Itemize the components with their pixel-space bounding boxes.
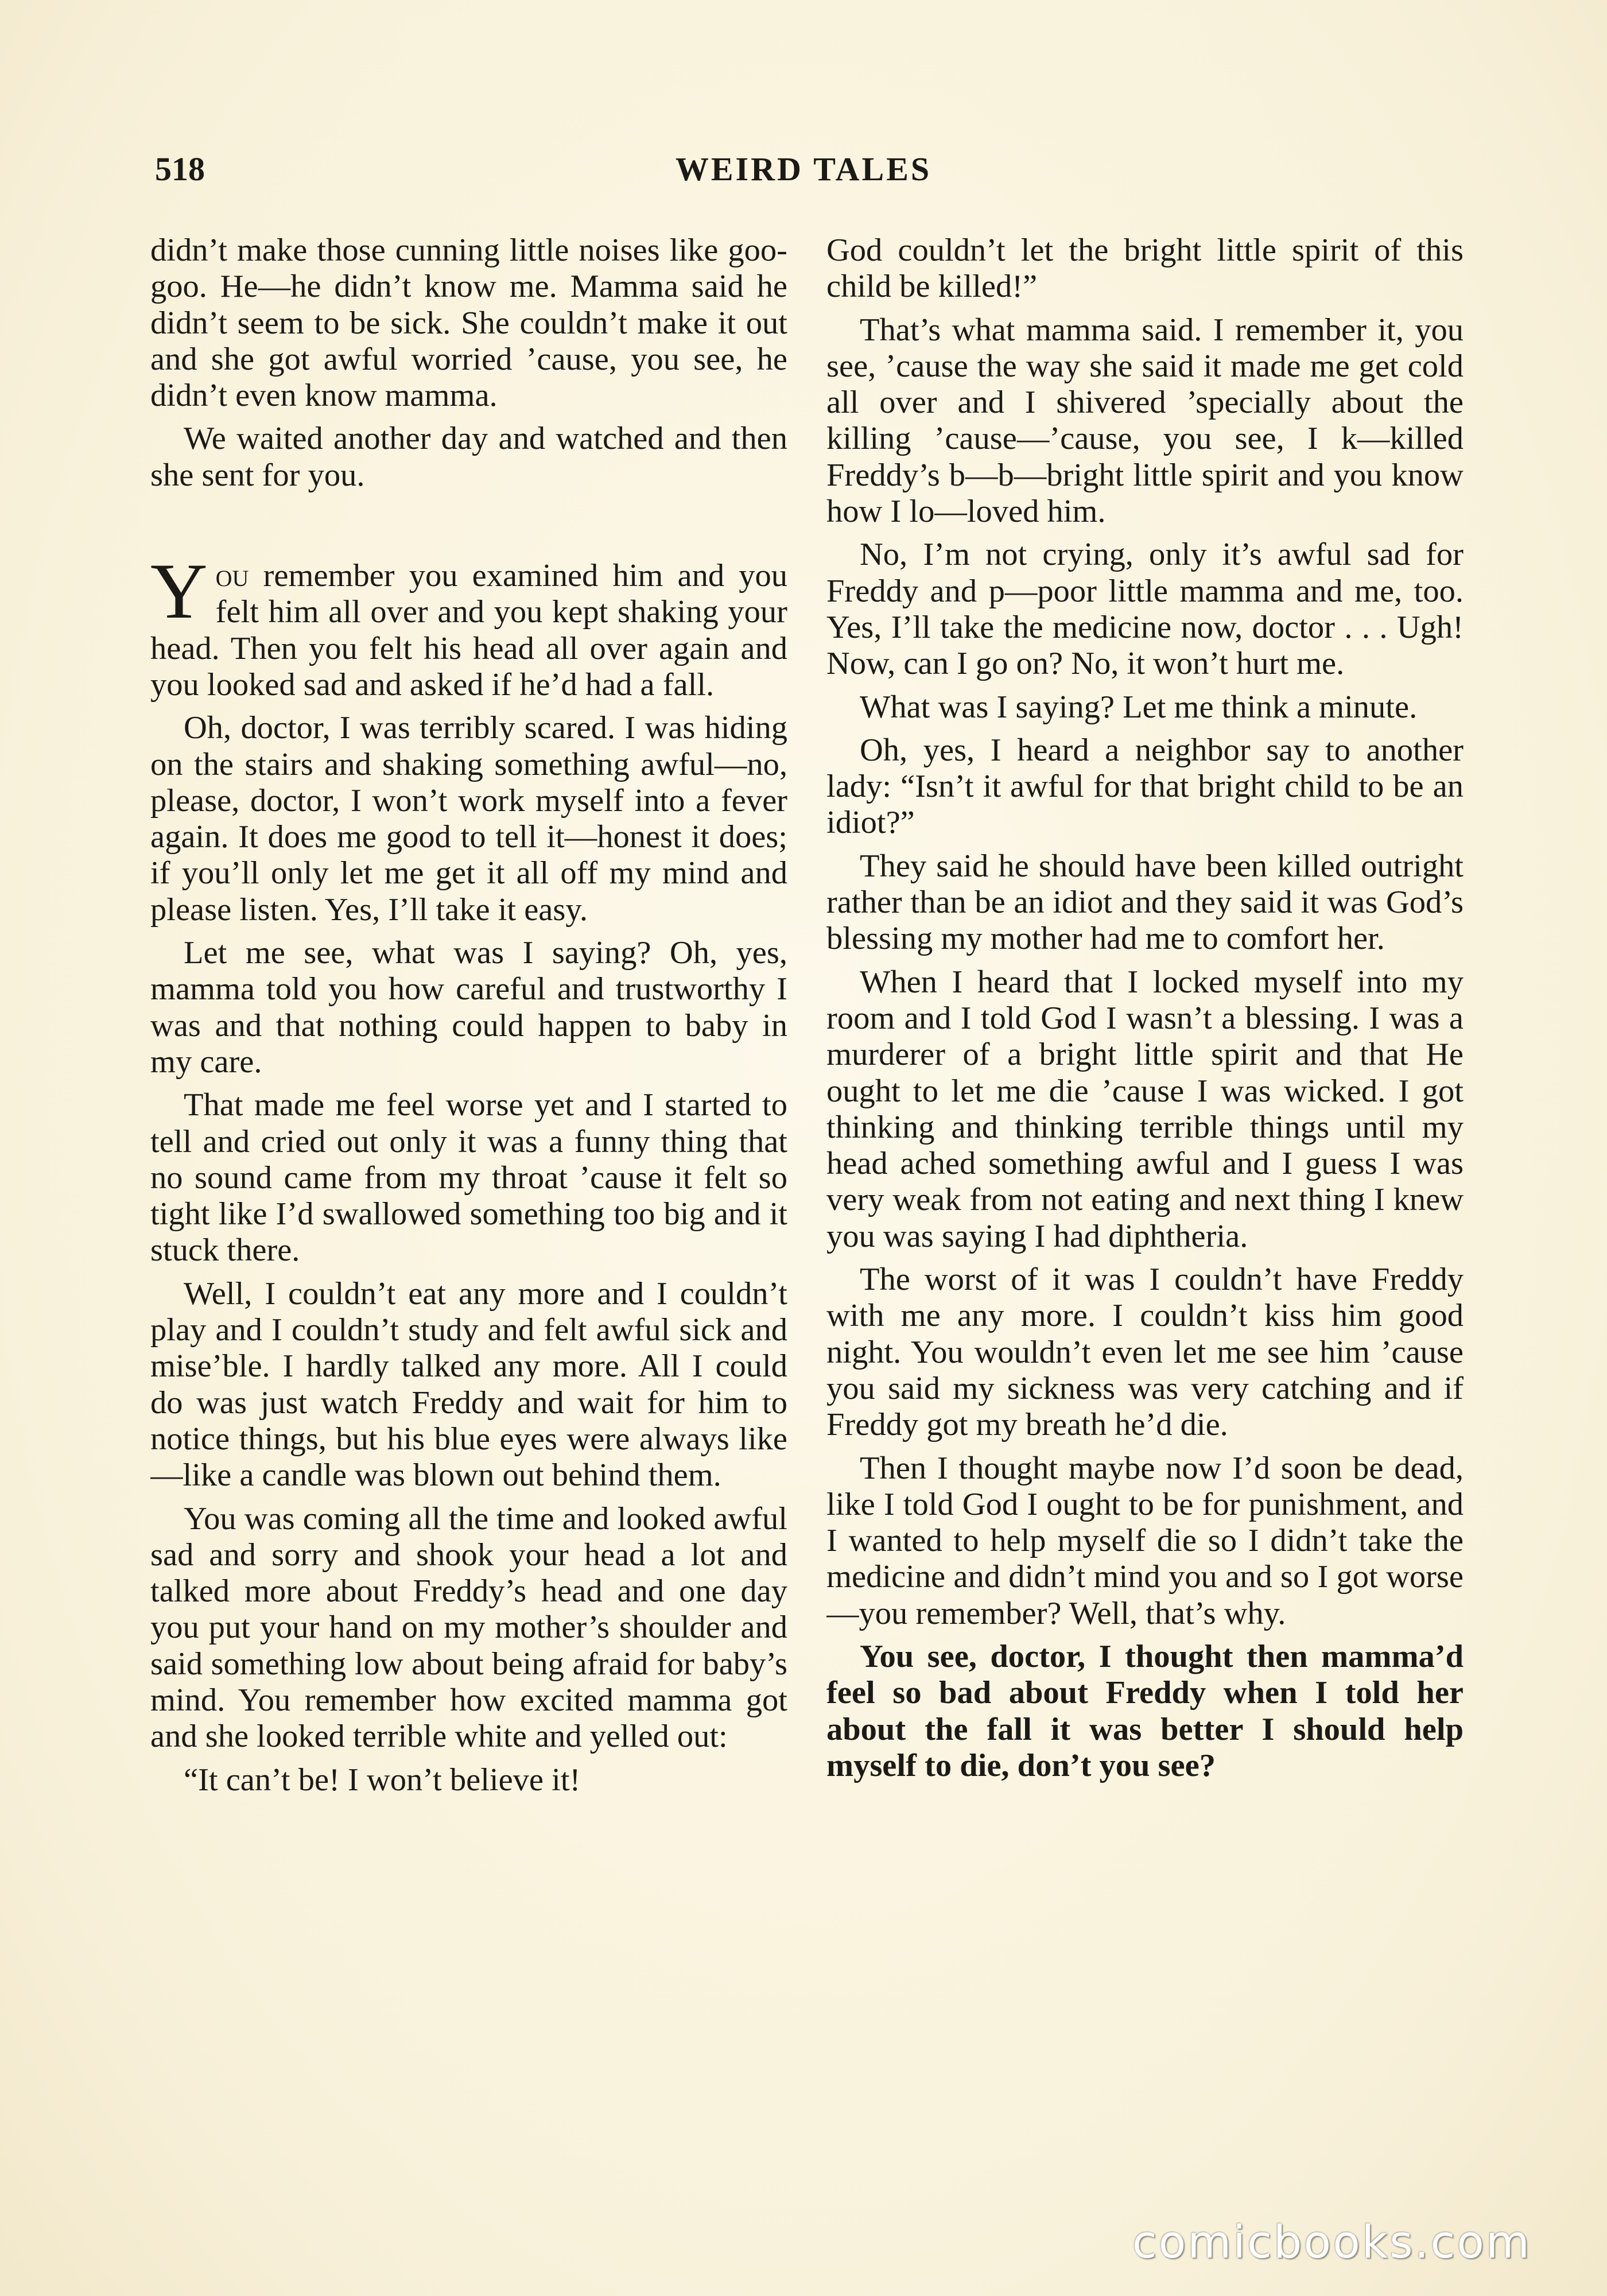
paragraph: Let me see, what was I saying? Oh, yes, mamma told you how careful and trustworthy I was and that nothing could happen to baby in my care.	[150, 935, 787, 1080]
paragraph: Oh, yes, I heard a neighbor say to another lady: “Isn’t it awful for that bright child to be an idiot?”	[826, 732, 1464, 841]
right-column	[826, 232, 1464, 2178]
page-number: 518	[155, 150, 205, 188]
paragraph: We waited another day and watched and then she sent for you.	[150, 421, 787, 493]
paragraph-text: remember you examined him and you felt him all over and you kept shaking your head. Then you felt his head all over again and you looked sad and asked if he’d had a fall.	[150, 558, 787, 703]
paragraph: Oh, doctor, I was terribly scared. I was hiding on the stairs and shaking something awful—no, please, doctor, I won’t work myself into a fever again. It does me good to tell it—honest it does; if you’ll only let me get it all off my mind and please listen. Yes, I’ll take it easy.	[150, 710, 787, 928]
paragraph: Well, I couldn’t eat any more and I couldn’t play and I couldn’t study and felt awful sick and mise’ble. I hardly talked any more. All I could do was just watch Freddy and wait for him to notice things, but his blue eyes were always like—like a candle was blown out behind them.	[150, 1275, 787, 1494]
drop-cap: Y	[150, 547, 208, 635]
section-opening-paragraph	[150, 547, 787, 703]
running-title: WEIRD TALES	[675, 150, 932, 188]
small-caps-lead: ou	[215, 558, 249, 594]
paragraph: What was I saying? Let me think a minute.	[860, 689, 1418, 725]
watermark: comicbooks.com	[1132, 2217, 1531, 2268]
paragraph: You was coming all the time and looked awful sad and sorry and shook your head a lot and talked more about Freddy’s head and one day you put your hand on my mother’s shoulder and said something low about being afraid for baby’s mind. You remember how excited mamma got and she looked terrible white and yelled out:	[150, 1500, 787, 1755]
paragraph: They said he should have been killed outright rather than be an idiot and they said it was God’s blessing my mother had me to comfort her.	[826, 848, 1464, 957]
paragraph: That made me feel worse yet and I started to tell and cried out only it was a funny thing that no sound came from my throat ’cause it felt so tight like I’d swallowed something too big and it stuck there.	[150, 1087, 787, 1269]
paragraph: The worst of it was I couldn’t have Freddy with me any more. I couldn’t kiss him good night. You wouldn’t even let me see him ’cause you said my sickness was very catching and if Freddy got my breath he’d die.	[826, 1262, 1464, 1443]
paragraph: God couldn’t let the bright little spirit of this child be killed!”	[826, 232, 1464, 305]
paragraph: You see, doctor, I thought then mamma’d feel so bad about Freddy when I told her about the fall it was better I should help myself to die, don’t you see?	[826, 1638, 1464, 1783]
paragraph: “It can’t be! I won’t believe it!	[184, 1762, 581, 1798]
left-column	[150, 232, 787, 2178]
page-header	[150, 144, 1457, 195]
paragraph: When I heard that I locked myself into my room and I told God I wasn’t a blessing. I was a murderer of a bright little spirit and that He ought to let me die ’cause I was wicked. I got thinking and thinking terrible things until my head ached something awful and I guess I was very weak from not eating and next thing I knew you was saying I had diphtheria.	[826, 964, 1464, 1254]
paragraph: Then I thought maybe now I’d soon be dead, like I told God I ought to be for punishment, and I wanted to help myself die so I didn’t take the medicine and didn’t mind you and so I got worse—you remember? Well, that’s why.	[826, 1450, 1464, 1631]
paragraph: No, I’m not crying, only it’s awful sad for Freddy and p—poor little mamma and me, too. Yes, I’ll take the medicine now, doctor . . . Ugh! Now, can I go on? No, it won’t hurt me.	[826, 537, 1464, 682]
paragraph: didn’t make those cunning little noises like goo-goo. He—he didn’t know me. Mamma said he didn’t seem to be sick. She couldn’t make it out and she got awful worried ’cause, you see, he didn’t even know mamma.	[150, 232, 787, 414]
paragraph: That’s what mamma said. I remember it, you see, ’cause the way she said it made me get cold all over and I shivered ’specially about the killing ’cause—’cause, you see, I k—killed Freddy’s b—b—bright little spirit and you know how I lo—loved him.	[826, 312, 1464, 530]
